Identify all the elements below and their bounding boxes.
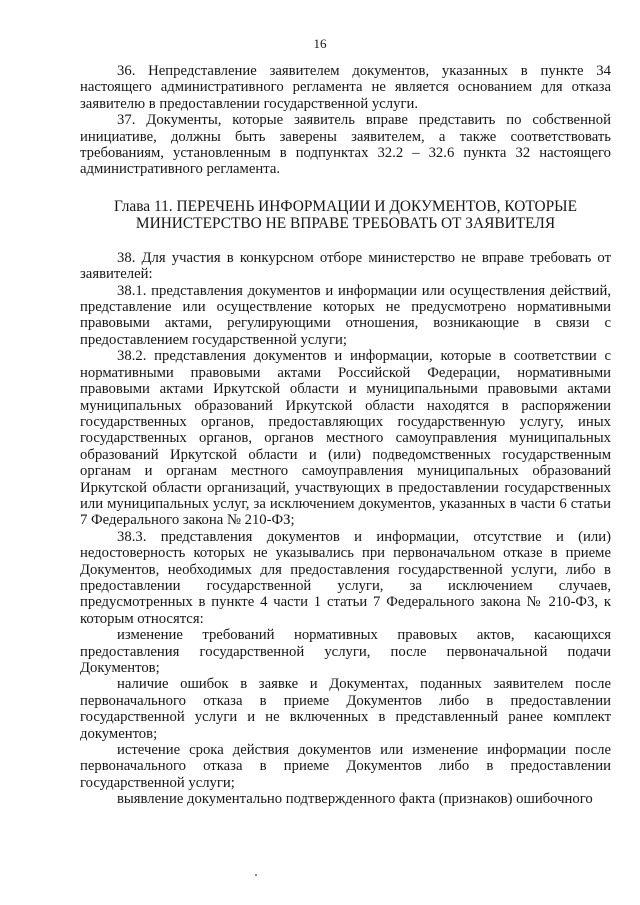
chapter-heading bbox=[80, 198, 611, 232]
paragraph-38: 38. Для участия в конкурсном отборе министерство не вправе требовать от заявителей: bbox=[80, 249, 611, 283]
list-item-errors: наличие ошибок в заявке и Документах, поданных заявителем после первоначального отказа в приеме Документов либо в предоставлении государственной услуги и не включенных в представленный ранее комплект документов; bbox=[80, 676, 611, 742]
document-body bbox=[80, 63, 611, 808]
chapter-heading-line-1: Глава 11. ПЕРЕЧЕНЬ ИНФОРМАЦИИ И ДОКУМЕНТОВ, КОТОРЫЕ bbox=[113, 197, 578, 215]
chapter-heading-line-2: МИНИСТЕРСТВО НЕ ВПРАВЕ ТРЕБОВАТЬ ОТ ЗАЯВИТЕЛЯ bbox=[135, 214, 556, 232]
paragraph-38-1: 38.1. представления документов и информации или осуществления действий, представление или осуществление которых не предусмотрено нормативными правовыми актами, регулирующими отношения, возникающие в связи с предоставлением государственной услуги; bbox=[80, 282, 611, 348]
paragraph-36: 36. Непредставление заявителем документов, указанных в пункте 34 настоящего административного регламента не является основанием для отказа заявителю в предоставлении государственной услуги. bbox=[80, 63, 611, 112]
list-item-fact-detection: выявление документально подтвержденного факта (признаков) ошибочного bbox=[117, 791, 593, 808]
list-item-requirements-change: изменение требований нормативных правовых актов, касающихся предоставления государственной услуги, после первоначальной подачи Документов; bbox=[80, 627, 611, 676]
paragraph-38-3: 38.3. представления документов и информации, отсутствие и (или) недостоверность которых не указывались при первоначальном отказе в приеме Документов, необходимых для предоставления государственной услуги, либо в предоставлении государственной услуги, за исключением случаев, предусмотренных в пункте 4 части 1 статьи 7 Федерального закона № 210-ФЗ, к которым относятся: bbox=[80, 528, 611, 627]
paragraph-38-2: 38.2. представления документов и информации, которые в соответствии с нормативными правовыми актами Российской Федерации, нормативными правовыми актами Иркутской области и муниципальными правовыми актами муниципальных образований Иркутской области находятся в распоряжении государственных органов, предоставляющих государственную услугу, иных государственных органов, органов местного самоуправления муниципальных образований Иркутской области и (или) подведомственных государственным органам и органам местного самоуправления муниципальных образований Иркутской области организаций, участвующих в предоставлении государственных или муниципальных услуг, за исключением документов, указанных в части 6 статьи 7 Федерального закона № 210-ФЗ; bbox=[80, 348, 611, 529]
list-item-expiry: истечение срока действия документов или изменение информации после первоначального отказа в приеме Документов либо в предоставлении государственной услуги; bbox=[80, 742, 611, 791]
page-number: 16 bbox=[313, 36, 327, 51]
paragraph-37: 37. Документы, которые заявитель вправе представить по собственной инициативе, должны быть заверены заявителем, а также соответствовать требованиям, установленным в подпунктах 32.2 – 32.6 пункта 32 настоящего административного регламента. bbox=[80, 112, 611, 178]
scan-artifact-dot bbox=[255, 874, 257, 876]
